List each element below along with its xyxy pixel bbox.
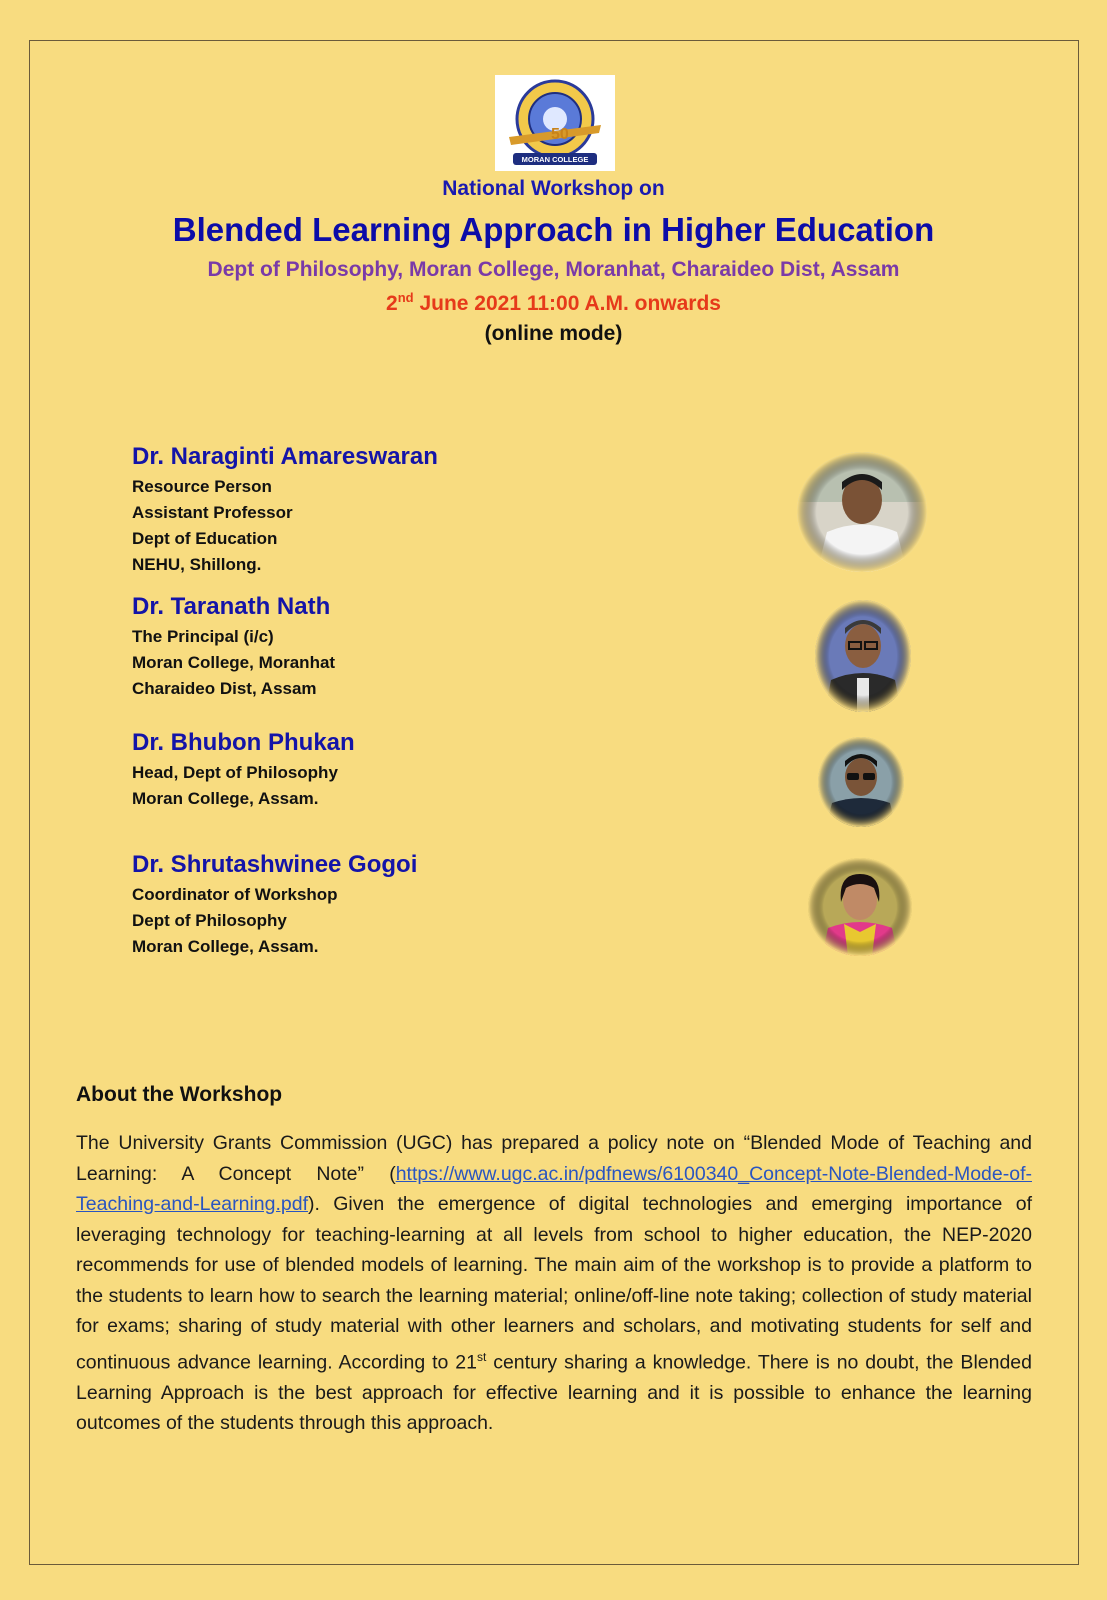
workshop-title: Blended Learning Approach in Higher Education [172,211,935,248]
ugc-concept-note-link[interactable]: https://www.ugc.ac.in/pdfnews/6100340_Concept-Note-Blended-Mode-of-Teaching-and-Learning.pdf [76,1162,1032,1215]
about-heading: About the Workshop [76,1083,283,1106]
pretitle: National Workshop on [442,177,665,200]
speaker-3-photo [818,737,904,827]
about-paragraph: The University Grants Commission (UGC) has prepared a policy note on “Blended Mode of Teaching and Learning: A Concept Note” (https://www.ugc.ac.in/pdfnews/6100340_Concept-Note-Blended-Mode-of-Teaching-and-Learning.pdf). Given the emergence of digital technologies and emerging importance of leveraging technology for teaching-learning at all levels from school to higher education, the NEP-2020 recommends for use of blended models of learning. The main aim of the workshop is to provide a platform to the students to learn how to search the learning material; online/off-line note taking; collection of study material for exams; sharing of study material with other learners and scholars, and motivating students for self and continuous advance learning. According to 21st century sharing a knowledge. There is no doubt, the Blended Learning Approach is the best approach for effective learning and it is possible to enhance the learning outcomes of the students through this approach. [76,1132,1032,1434]
speaker-1-photo [797,452,927,572]
venue: Dept of Philosophy, Moran College, Moranhat, Charaideo Dist, Assam [207,258,900,281]
mode: (online mode) [484,322,623,345]
speaker-name: Dr. Bhubon Phukan [132,729,355,756]
speaker-name: Dr. Taranath Nath [132,593,331,620]
speaker-name: Dr. Naraginti Amareswaran [132,443,438,470]
college-logo [495,75,615,171]
speaker-name: Dr. Shrutashwinee Gogoi [132,851,418,878]
speaker-4: Dr. Shrutashwinee Gogoi Coordinator of Workshop Dept of Philosophy Moran College, Assam. [132,851,418,956]
speaker-2: Dr. Taranath Nath The Principal (i/c) Moran College, Moranhat Charaideo Dist, Assam [132,593,336,698]
speaker-2-photo [815,600,911,712]
speaker-4-photo [808,858,912,956]
speaker-1: Dr. Naraginti Amareswaran Resource Person Assistant Professor Dept of Education NEHU, Shillong. [132,443,438,574]
speaker-3: Dr. Bhubon Phukan Head, Dept of Philosophy Moran College, Assam. [132,729,355,808]
svg-text:MORAN COLLEGE: MORAN COLLEGE [521,155,589,164]
date-time: 2nd June 2021 11:00 A.M. onwards [386,290,721,315]
svg-text:50: 50 [551,126,569,143]
